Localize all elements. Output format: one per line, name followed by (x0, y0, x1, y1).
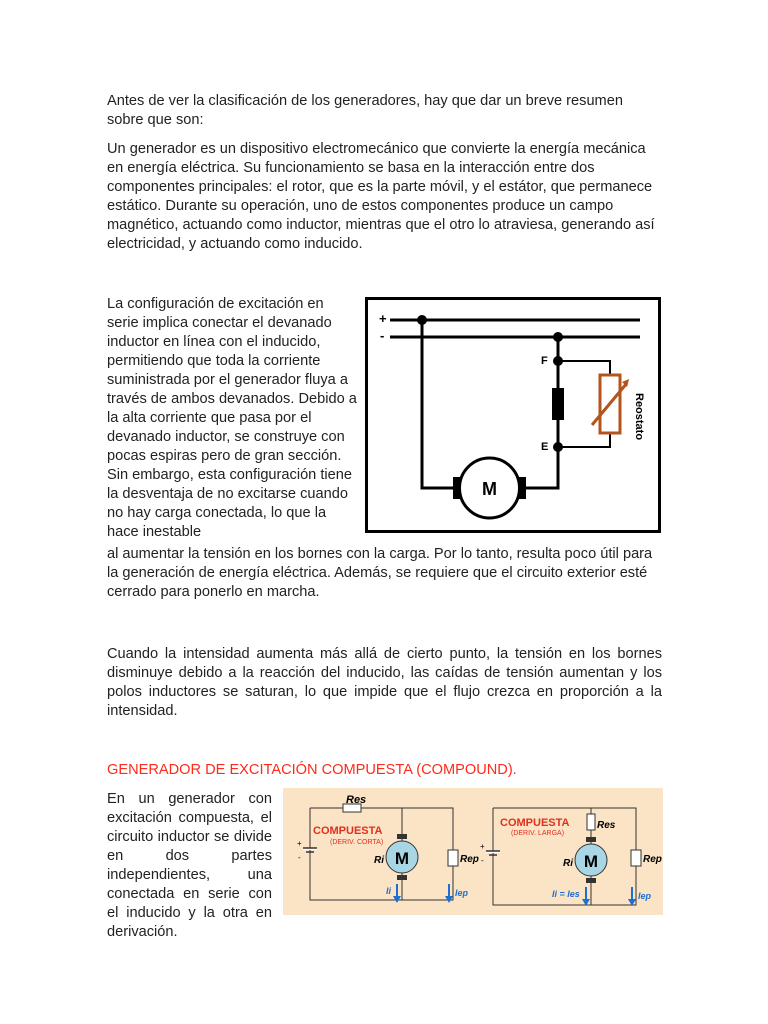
short-minus-label: - (298, 853, 301, 862)
short-iep-label: Iep (455, 888, 469, 898)
long-series-resistor (587, 814, 595, 830)
short-ri-label: Ri (374, 855, 384, 866)
long-ii-label: Ii = Ies (552, 889, 580, 899)
short-ii-label: Ii (386, 886, 392, 896)
long-brush-bottom (586, 878, 596, 883)
long-res-label: Res (597, 820, 616, 831)
motor-label: M (482, 479, 497, 499)
short-res-label: Res (346, 794, 367, 806)
diagram-background (283, 788, 663, 915)
series-excitation-diagram (365, 297, 661, 533)
series-excitation-paragraph: La configuración de excitación en serie implica conectar el devanado inductor en línea con el inducido, permitiendo que toda la corriente suministrada por el generador fluya a través de ambos devanados. Debido a la alta corriente que pasa por el devanado inductor, se construye con pocas espiras pero de gran sección. Sin embargo, esta configuración tiene la desventaja de no excitarse cuando no hay carga conectada, lo que la hace inestable (107, 296, 357, 540)
long-shunt-resistor (631, 850, 641, 866)
long-subtitle: (DERIV. LARGA) (511, 830, 565, 837)
long-motor-label: M (583, 852, 599, 871)
saturation-paragraph: Cuando la intensidad aumenta más allá de cierto punto, la tensión en los bornes disminuye debido a la reacción del inducido, las caídas de tensión aumentan y los polos inductores se saturan, lo que impide que el flujo crezca en proporción a la intensidad. (107, 646, 662, 719)
long-brush-top (586, 837, 596, 842)
series-continuation-paragraph: al aumentar la tensión en los bornes con la carga. Por lo tanto, resulta poco útil para la generación de energía eléctrica. Además, se requiere que el circuito exterior esté cerrado para ponerlo en marcha. (107, 546, 653, 600)
compound-paragraph: En un generador con excitación compuesta, el circuito inductor se divide en dos partes independientes, una conectada en serie con el inducido y la otra en derivación. (107, 791, 272, 940)
short-title: COMPUESTA (313, 825, 383, 837)
long-rep-label: Rep (643, 854, 662, 865)
short-rep-label: Rep (460, 854, 479, 865)
short-shunt-resistor (448, 850, 458, 866)
minus-terminal-label: - (380, 328, 385, 343)
compound-diagrams (283, 788, 663, 915)
long-ri-label: Ri (563, 858, 573, 869)
terminal-e-label: E (541, 441, 549, 453)
short-plus-label: + (297, 839, 302, 848)
rheostat-label: Reostato (633, 393, 645, 441)
long-title: COMPUESTA (500, 817, 570, 829)
field-winding (552, 388, 564, 420)
long-plus-label: + (480, 842, 485, 851)
short-subtitle: (DERIV. CORTA) (330, 839, 384, 846)
long-iep-label: Iep (638, 891, 652, 901)
short-motor-label: M (394, 849, 410, 868)
long-minus-label: - (481, 856, 484, 865)
generator-definition-paragraph: Un generador es un dispositivo electromecánico que convierte la energía mecánica en energía eléctrica. Su funcionamiento se basa en la interacción entre dos componentes principales: el rotor, que es la parte móvil, y el estátor, que permanece estático. Durante su operación, uno de estos componentes produce un campo magnético, actuando como inductor, mientras que el otro lo atraviesa, generando así electricidad, y actuando como inducido. (107, 141, 655, 252)
compound-heading: GENERADOR DE EXCITACIÓN COMPUESTA (COMPOUND). (107, 762, 517, 778)
short-brush-bottom (397, 875, 407, 880)
plus-terminal-label: + (379, 311, 387, 326)
short-brush-top (397, 834, 407, 839)
terminal-f-label: F (541, 355, 548, 367)
intro-paragraph: Antes de ver la clasificación de los generadores, hay que dar un breve resumen sobre que son: (107, 93, 623, 128)
